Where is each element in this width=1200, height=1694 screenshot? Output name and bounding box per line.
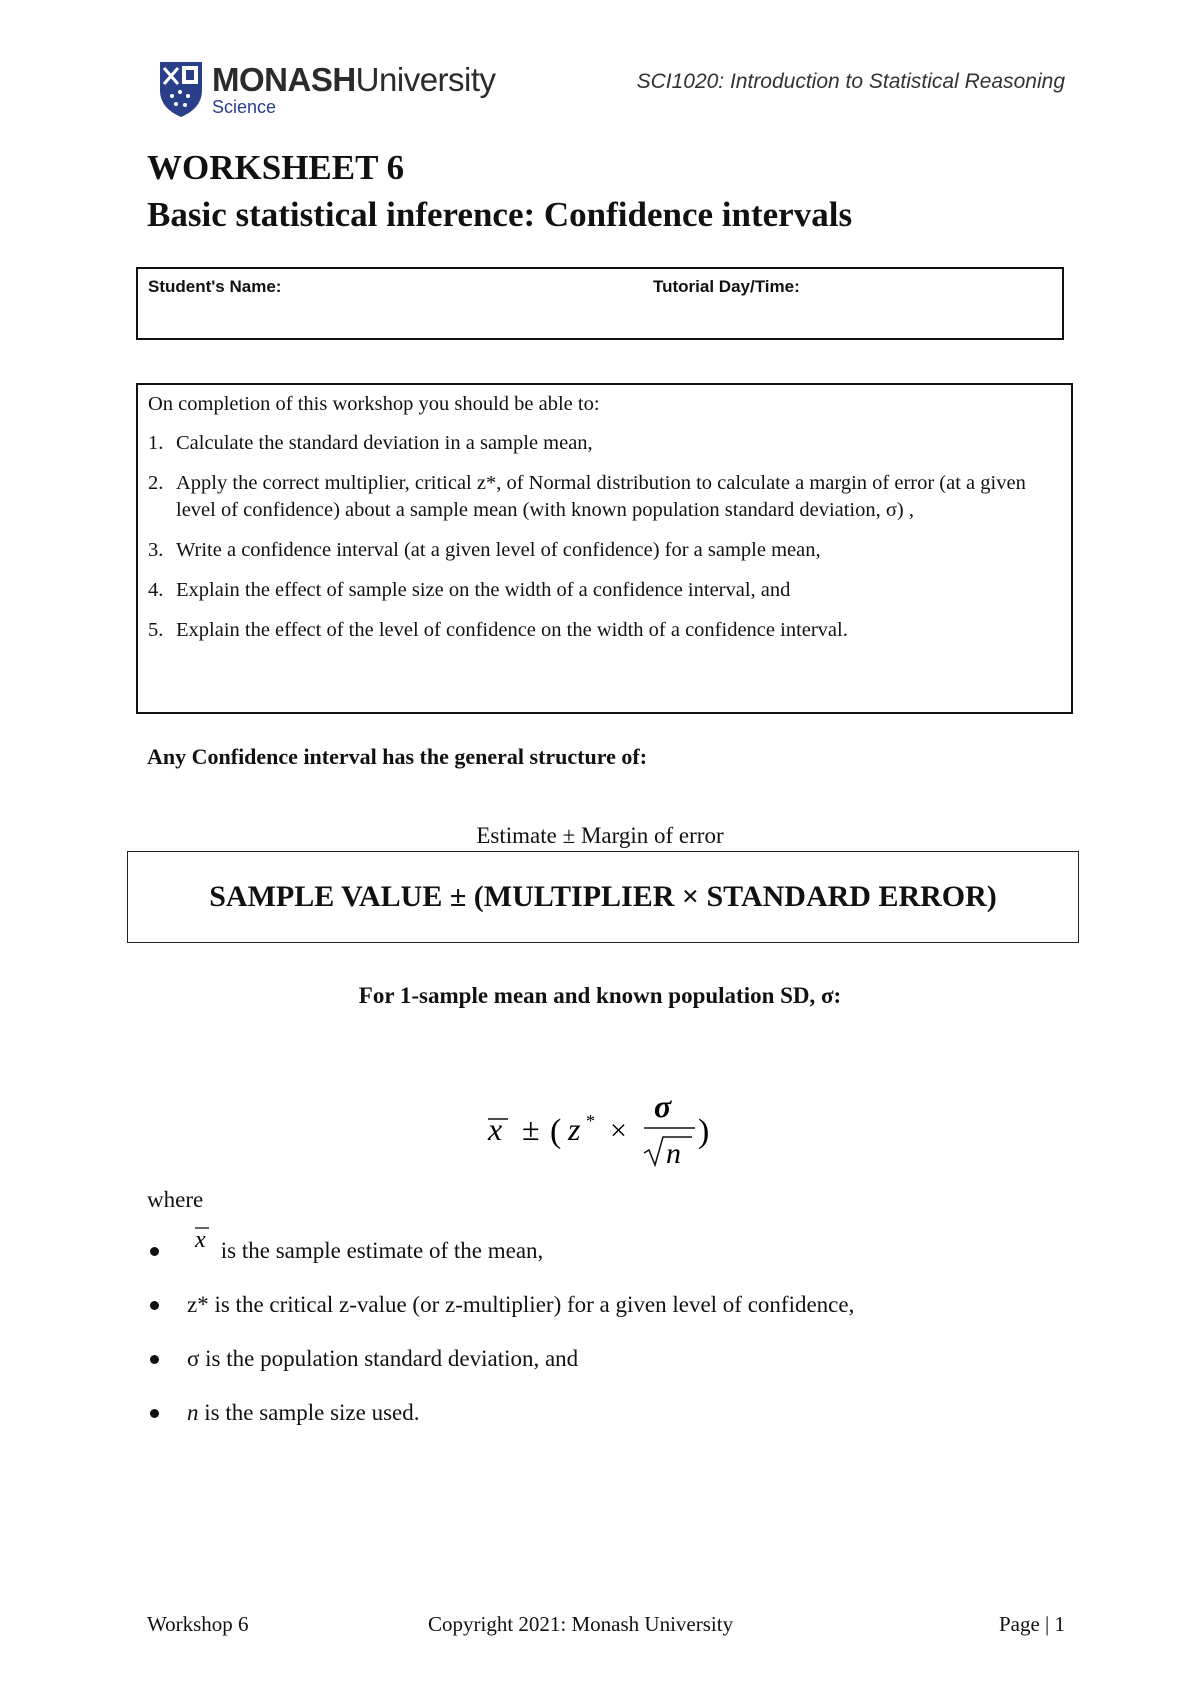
- bullet-icon: [150, 1409, 159, 1418]
- eq-sigma: σ: [654, 1088, 672, 1124]
- one-sample-heading: For 1-sample mean and known population SD, σ:: [358, 983, 842, 1008]
- xbar-symbol: [187, 1227, 213, 1266]
- tutorial-time-label: Tutorial Day/Time:: [653, 277, 800, 296]
- estimate-line: Estimate ± Margin of error: [476, 823, 724, 848]
- n-symbol: n: [187, 1400, 199, 1425]
- bullet-icon: [150, 1355, 159, 1364]
- footer-copyright: Copyright 2021: Monash University: [428, 1612, 734, 1636]
- general-structure-heading: Any Confidence interval has the general structure of:: [147, 744, 648, 769]
- learning-objectives-box: [136, 383, 1073, 714]
- general-formula-text: SAMPLE VALUE ± (MULTIPLIER × STANDARD ERROR): [209, 880, 997, 913]
- eq-star: *: [586, 1111, 595, 1131]
- eq-z: z: [568, 1111, 581, 1147]
- where-label: where: [147, 1187, 204, 1212]
- eq-open-paren: (: [550, 1113, 562, 1150]
- eq-times: ×: [610, 1114, 627, 1147]
- definition-z-star: z* is the critical z-value (or z-multiplier) for a given level of confidence,: [147, 1290, 1107, 1344]
- worksheet-title: WORKSHEET 6: [147, 148, 405, 187]
- svg-text:x: x: [195, 1227, 206, 1253]
- objective-item: 4. Explain the effect of sample size on the width of a confidence interval, and: [148, 579, 791, 601]
- objective-item: 2. Apply the correct multiplier, critical z*, of Normal distribution to calculate a margin of error (at a given level of confidence) about a sample mean (with known population standard deviation, σ) ,: [148, 472, 1026, 521]
- definitions-list: [147, 1227, 1107, 1452]
- worksheet-subtitle: Basic statistical inference: Confidence intervals: [147, 195, 853, 234]
- footer-page-number: Page | 1: [998, 1612, 1065, 1636]
- bullet-icon: [150, 1301, 159, 1310]
- monash-logo: [158, 60, 518, 122]
- definition-n: n is the sample size used.: [147, 1398, 1107, 1452]
- student-name-label: Student's Name:: [148, 277, 282, 296]
- logo-wordmark: MONASHUniversity: [212, 61, 496, 98]
- objectives-list: [148, 430, 1061, 644]
- footer-left: Workshop 6: [147, 1612, 249, 1636]
- eq-pm: ±: [522, 1111, 540, 1147]
- definition-xbar: x is the sample estimate of the mean,: [147, 1236, 1107, 1290]
- general-formula-box: [127, 851, 1079, 943]
- eq-xbar: x: [488, 1111, 503, 1147]
- objectives-intro: On completion of this workshop you should be able to:: [148, 393, 600, 415]
- monash-shield-icon: [158, 60, 204, 118]
- eq-close-paren: ): [698, 1113, 710, 1150]
- objective-item: 1. Calculate the standard deviation in a sample mean,: [148, 432, 593, 454]
- course-title: SCI1020: Introduction to Statistical Reasoning: [636, 70, 1065, 93]
- logo-faculty: Science: [212, 97, 277, 117]
- bullet-icon: [150, 1247, 159, 1256]
- student-info-box[interactable]: [136, 267, 1064, 340]
- definition-sigma: σ is the population standard deviation, and: [147, 1344, 1107, 1398]
- objective-item: 3. Write a confidence interval (at a given level of confidence) for a sample mean,: [148, 539, 821, 561]
- eq-n: n: [666, 1137, 681, 1170]
- confidence-interval-equation: [480, 1085, 730, 1170]
- objective-item: 5. Explain the effect of the level of confidence on the width of a confidence interval.: [148, 619, 848, 641]
